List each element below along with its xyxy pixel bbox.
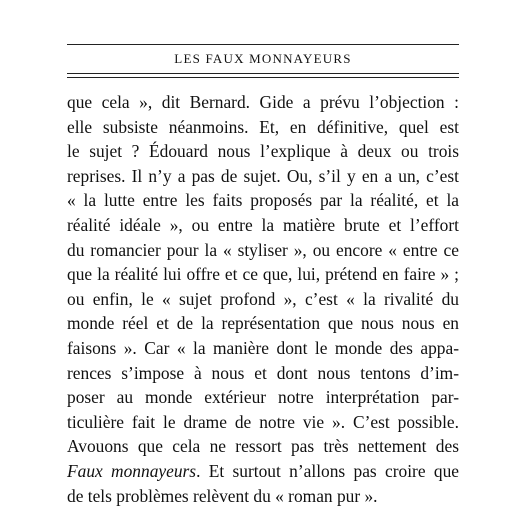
text-line-rest: . Et surtout n’allons pas croire que — [196, 460, 460, 481]
text-line: réalité idéale », ou entre la matière brute et l’effort — [67, 214, 459, 235]
text-line-last: de tels problèmes relèvent du « roman pur ». — [67, 485, 378, 506]
header-rule-top — [67, 44, 459, 45]
header-rule-double-upper — [67, 73, 459, 74]
book-title-italic: Faux monnayeurs — [67, 460, 197, 481]
running-title: LES FAUX MONNAYEURS — [174, 51, 352, 66]
text-line: rences s’impose à nous et dont nous tentons d’im- — [67, 362, 459, 383]
text-line: du romancier pour la « styliser », ou encore « entre ce — [67, 239, 459, 260]
text-line: que cela », dit Bernard. Gide a prévu l’objection : — [67, 92, 459, 112]
text-line — [67, 459, 459, 484]
text-line: ou enfin, le « sujet profond », c’est « la rivalité du — [67, 288, 459, 309]
text-line: monde réel et de la représentation que nous nous en — [67, 313, 459, 334]
text-line: ticulière fait le drame de notre vie ». C’est possible. — [67, 411, 459, 432]
header-rule-double-lower — [67, 77, 459, 78]
body-paragraph — [67, 90, 459, 508]
text-line: poser au monde extérieur notre interprétation par- — [67, 387, 459, 408]
text-line: reprises. Il n’y a pas de sujet. Ou, s’il y en a un, c’est — [67, 165, 459, 186]
text-line: faisons ». Car « la manière dont le monde des appa- — [67, 337, 459, 358]
text-line: le sujet ? Édouard nous l’explique à deux ou trois — [67, 141, 459, 162]
text-line: que la réalité lui offre et ce que, lui, prétend en faire » ; — [67, 264, 459, 285]
text-line: Avouons que cela ne ressort pas très nettement des — [67, 436, 459, 457]
text-line: « la lutte entre les faits proposés par la réalité, et la — [67, 190, 459, 211]
text-line: elle subsiste néanmoins. Et, en définitive, quel est — [67, 116, 459, 137]
page-header — [67, 44, 459, 90]
